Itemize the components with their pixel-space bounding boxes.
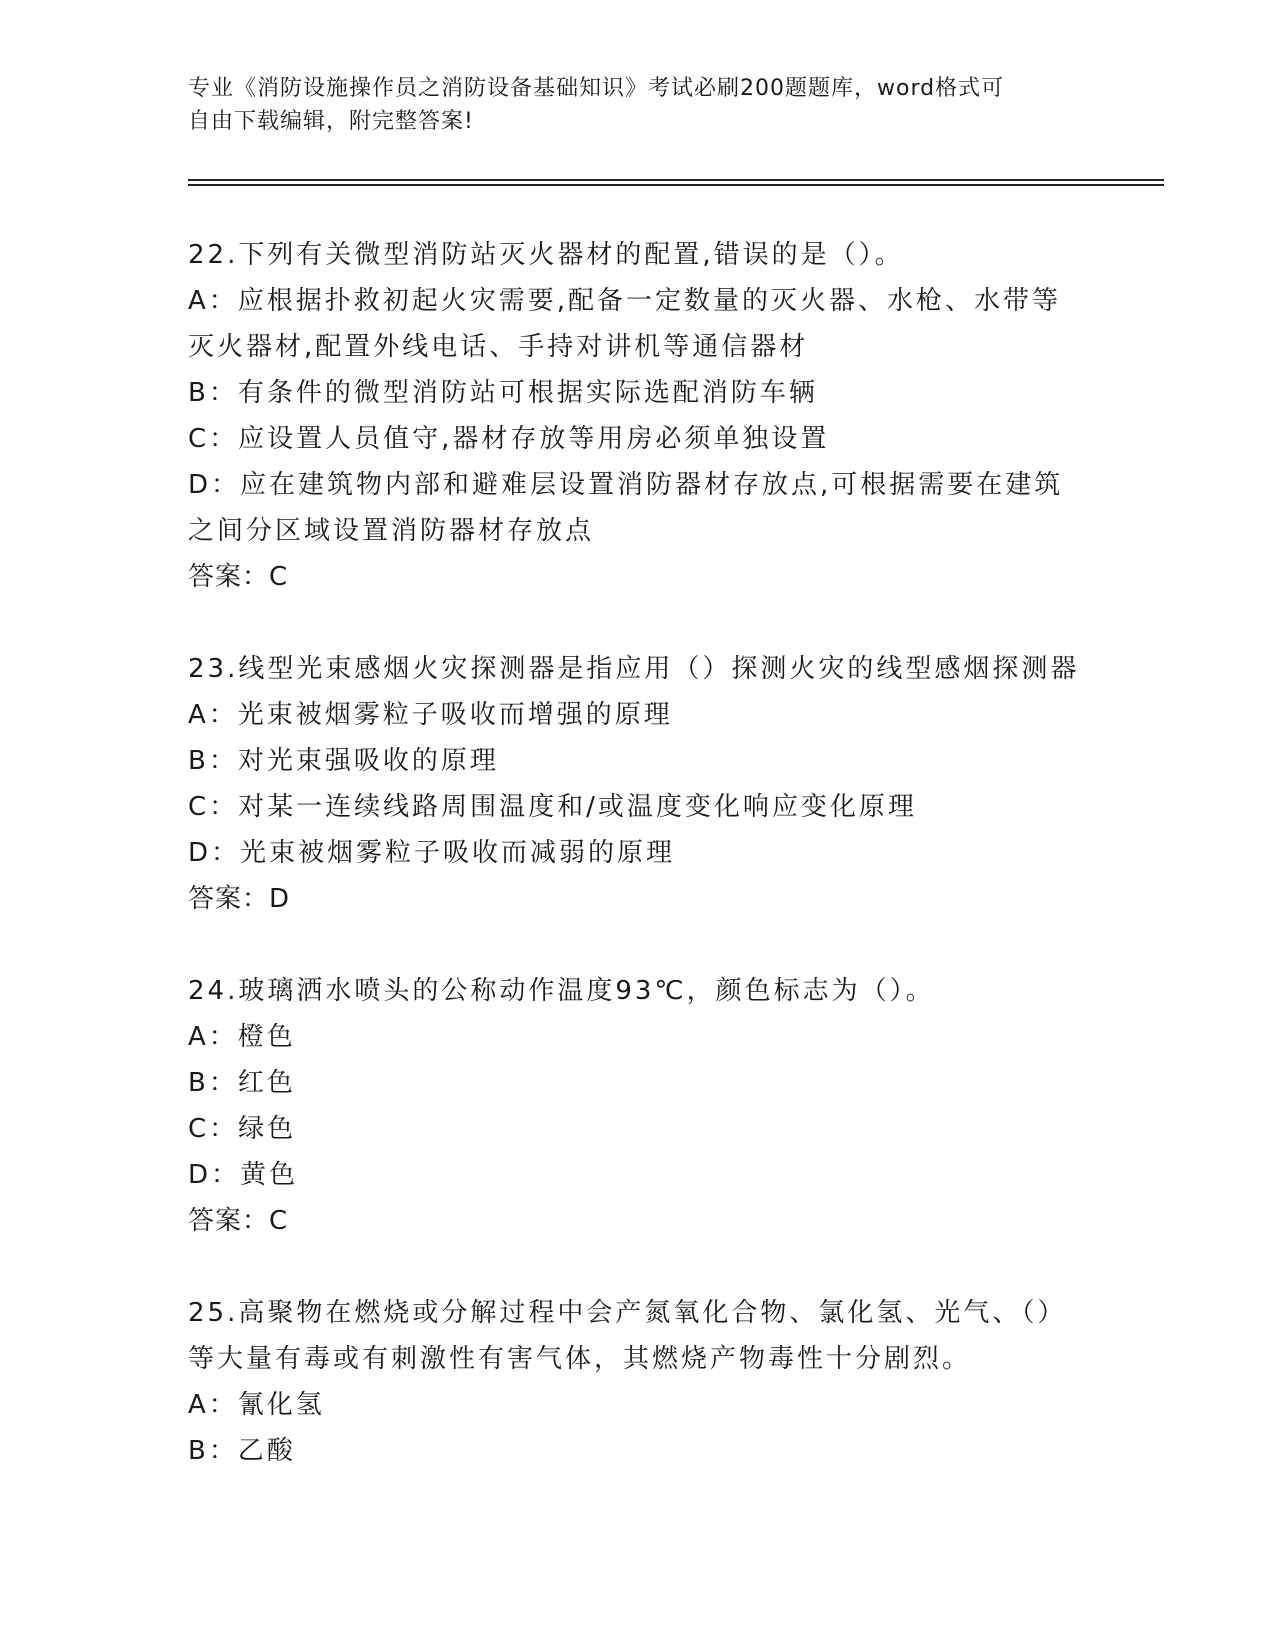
document-header xyxy=(188,72,1088,138)
option-c: C：对某一连续线路周围温度和/或温度变化响应变化原理 xyxy=(188,792,917,822)
option-b: B：对光束强吸收的原理 xyxy=(188,746,499,776)
question-block-25 xyxy=(188,1290,1088,1474)
question-stem: 24.玻璃洒水喷头的公称动作温度93℃，颜色标志为（）。 xyxy=(188,976,935,1006)
option-b: B：乙酸 xyxy=(188,1436,296,1466)
answer-label: 答案：D xyxy=(188,884,291,914)
question-stem-continued: 等大量有毒或有刺激性有害气体，其燃烧产物毒性十分剧烈。 xyxy=(188,1344,972,1374)
option-a: A：氰化氢 xyxy=(188,1390,325,1420)
question-stem: 25.高聚物在燃烧或分解过程中会产氮氧化合物、氯化氢、光气、（） xyxy=(188,1298,1067,1328)
question-stem: 23.线型光束感烟火灾探测器是指应用（）探测火灾的线型感烟探测器 xyxy=(188,654,1080,684)
question-stem: 22.下列有关微型消防站灭火器材的配置,错误的是（）。 xyxy=(188,240,904,270)
answer-label: 答案：C xyxy=(188,1206,289,1236)
option-a: A：光束被烟雾粒子吸收而增强的原理 xyxy=(188,700,673,730)
option-a: A：橙色 xyxy=(188,1022,296,1052)
option-a: A：应根据扑救初起火灾需要,配备一定数量的灭火器、水枪、水带等 xyxy=(188,286,1062,316)
option-b: B：有条件的微型消防站可根据实际选配消防车辆 xyxy=(188,378,818,408)
option-d: D：光束被烟雾粒子吸收而减弱的原理 xyxy=(188,838,676,868)
option-d: D：黄色 xyxy=(188,1160,299,1190)
question-block-23 xyxy=(188,646,1088,922)
option-c: C：绿色 xyxy=(188,1114,297,1144)
option-c: C：应设置人员值守,器材存放等用房必须单独设置 xyxy=(188,424,830,454)
header-text-line: 专业《消防设施操作员之消防设备基础知识》考试必刷200题题库，word格式可 xyxy=(188,76,1005,101)
answer-label: 答案：C xyxy=(188,562,289,592)
header-divider xyxy=(188,184,1164,186)
option-d: D：应在建筑物内部和避难层设置消防器材存放点,可根据需要在建筑 xyxy=(188,470,1064,500)
header-divider xyxy=(188,179,1164,181)
header-text-line: 自由下载编辑，附完整答案! xyxy=(188,109,474,134)
option-a-continued: 灭火器材,配置外线电话、手持对讲机等通信器材 xyxy=(188,332,809,362)
option-b: B：红色 xyxy=(188,1068,296,1098)
question-block-24 xyxy=(188,968,1088,1244)
option-d-continued: 之间分区域设置消防器材存放点 xyxy=(188,516,595,546)
question-list xyxy=(188,232,1088,1520)
question-block-22 xyxy=(188,232,1088,600)
